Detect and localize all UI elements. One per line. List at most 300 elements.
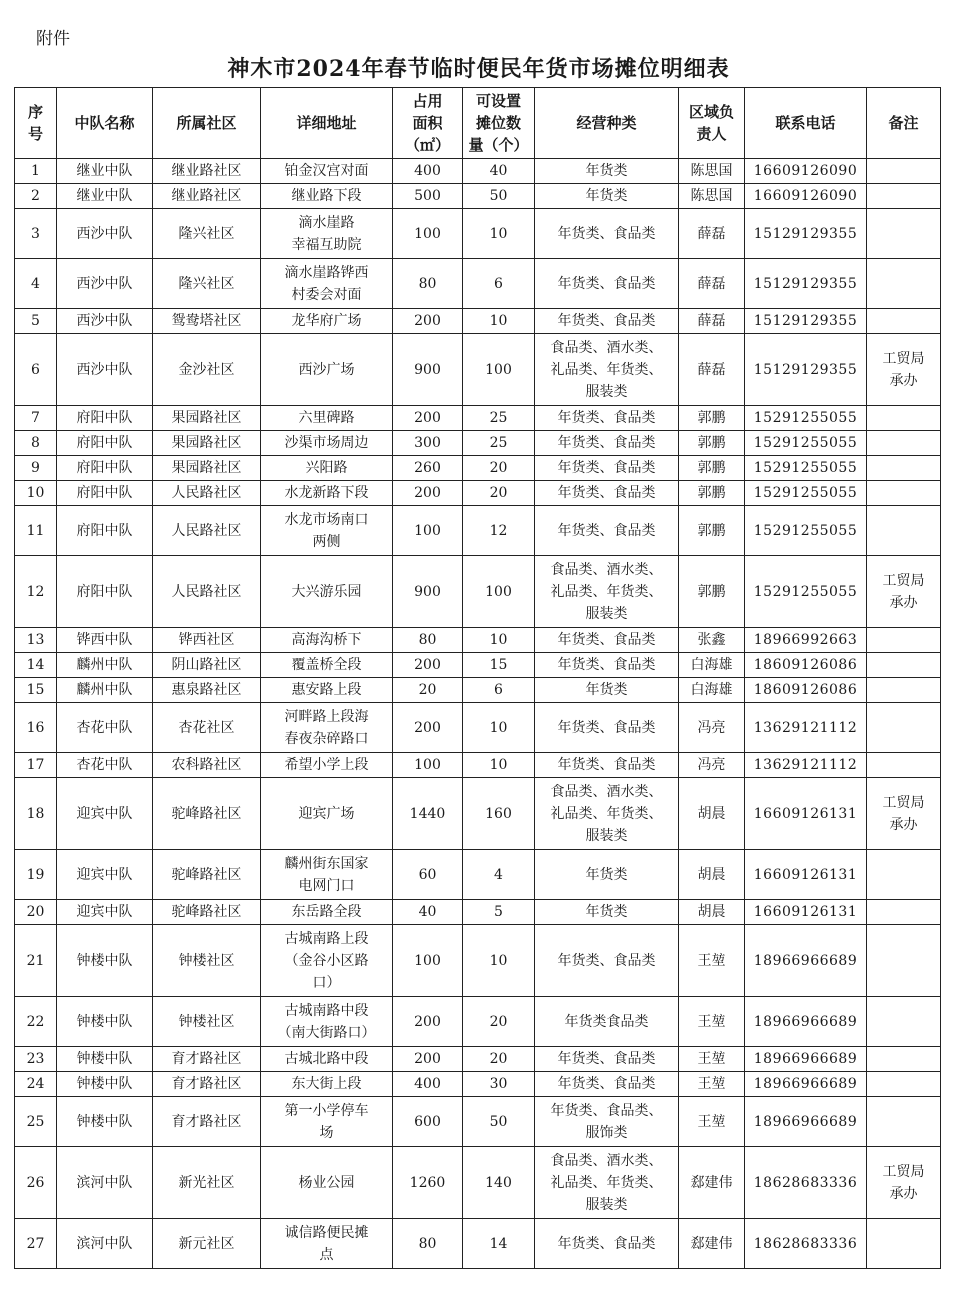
cell-phone: 15129129355: [745, 209, 867, 259]
cell-manager: 郭鹏: [679, 431, 745, 456]
cell-address: 大兴游乐园: [261, 556, 393, 628]
cell-category: 年货类、食品类: [535, 481, 679, 506]
cell-manager: 白海雄: [679, 653, 745, 678]
cell-phone: 15129129355: [745, 259, 867, 309]
col-header-phone: 联系电话: [745, 88, 867, 159]
table-row: [15, 628, 941, 653]
cell-phone: 18966966689: [745, 1097, 867, 1147]
table-row: [15, 259, 941, 309]
cell-phone: 15291255055: [745, 406, 867, 431]
cell-manager: 郄建伟: [679, 1147, 745, 1219]
cell-squad: 继业中队: [57, 159, 153, 184]
cell-index: 22: [15, 997, 57, 1047]
cell-stalls: 160: [463, 778, 535, 850]
cell-squad: 钟楼中队: [57, 997, 153, 1047]
cell-category: 年货类、食品类: [535, 925, 679, 997]
cell-community: 鸳鸯塔社区: [153, 309, 261, 334]
cell-manager: 薛磊: [679, 334, 745, 406]
cell-address: 铂金汉宫对面: [261, 159, 393, 184]
cell-phone: 18966992663: [745, 628, 867, 653]
cell-phone: 15129129355: [745, 309, 867, 334]
cell-phone: 15291255055: [745, 481, 867, 506]
cell-stalls: 10: [463, 925, 535, 997]
cell-squad: 府阳中队: [57, 506, 153, 556]
cell-phone: 15291255055: [745, 456, 867, 481]
table-row: [15, 1047, 941, 1072]
header-row: [15, 88, 941, 159]
col-header-squad: 中队名称: [57, 88, 153, 159]
cell-area: 900: [393, 334, 463, 406]
col-header-address: 详细地址: [261, 88, 393, 159]
cell-stalls: 50: [463, 184, 535, 209]
cell-address: 滴水崖路铧西 村委会对面: [261, 259, 393, 309]
cell-remark: [867, 1072, 941, 1097]
cell-address: 杨业公园: [261, 1147, 393, 1219]
cell-category: 年货类: [535, 159, 679, 184]
cell-stalls: 100: [463, 556, 535, 628]
cell-remark: [867, 703, 941, 753]
cell-address: 古城南路上段 （金谷小区路 口）: [261, 925, 393, 997]
cell-area: 40: [393, 900, 463, 925]
cell-category: 年货类、食品类: [535, 628, 679, 653]
table-row: [15, 1097, 941, 1147]
cell-remark: [867, 1219, 941, 1269]
cell-address: 高海沟桥下: [261, 628, 393, 653]
cell-community: 育才路社区: [153, 1047, 261, 1072]
cell-stalls: 25: [463, 431, 535, 456]
cell-community: 继业路社区: [153, 184, 261, 209]
cell-phone: 18628683336: [745, 1219, 867, 1269]
cell-manager: 胡晨: [679, 778, 745, 850]
cell-community: 果园路社区: [153, 431, 261, 456]
cell-squad: 府阳中队: [57, 456, 153, 481]
cell-area: 80: [393, 259, 463, 309]
cell-phone: 15291255055: [745, 431, 867, 456]
cell-community: 隆兴社区: [153, 209, 261, 259]
cell-address: 继业路下段: [261, 184, 393, 209]
cell-stalls: 140: [463, 1147, 535, 1219]
col-header-index: 序 号: [15, 88, 57, 159]
table-row: [15, 1072, 941, 1097]
cell-area: 200: [393, 997, 463, 1047]
cell-area: 100: [393, 209, 463, 259]
cell-area: 900: [393, 556, 463, 628]
stall-table: [14, 87, 941, 1269]
cell-address: 古城南路中段 （南大街路口）: [261, 997, 393, 1047]
cell-remark: [867, 259, 941, 309]
table-row: [15, 1147, 941, 1219]
cell-area: 600: [393, 1097, 463, 1147]
cell-address: 六里碑路: [261, 406, 393, 431]
cell-index: 27: [15, 1219, 57, 1269]
cell-stalls: 100: [463, 334, 535, 406]
cell-squad: 钟楼中队: [57, 925, 153, 997]
cell-index: 24: [15, 1072, 57, 1097]
cell-remark: [867, 506, 941, 556]
cell-community: 钟楼社区: [153, 925, 261, 997]
cell-squad: 继业中队: [57, 184, 153, 209]
cell-index: 10: [15, 481, 57, 506]
cell-stalls: 10: [463, 309, 535, 334]
table-row: [15, 209, 941, 259]
cell-category: 年货类: [535, 900, 679, 925]
cell-squad: 西沙中队: [57, 334, 153, 406]
cell-community: 钟楼社区: [153, 997, 261, 1047]
cell-squad: 府阳中队: [57, 431, 153, 456]
cell-category: 年货类、食品类: [535, 506, 679, 556]
cell-community: 继业路社区: [153, 159, 261, 184]
cell-squad: 迎宾中队: [57, 900, 153, 925]
cell-remark: [867, 653, 941, 678]
cell-manager: 王堃: [679, 1097, 745, 1147]
cell-category: 年货类、食品类: [535, 753, 679, 778]
cell-community: 阴山路社区: [153, 653, 261, 678]
cell-squad: 铧西中队: [57, 628, 153, 653]
col-header-remark: 备注: [867, 88, 941, 159]
table-row: [15, 925, 941, 997]
cell-index: 2: [15, 184, 57, 209]
cell-category: 年货类、食品类: [535, 431, 679, 456]
cell-remark: 工贸局 承办: [867, 556, 941, 628]
cell-squad: 滨河中队: [57, 1147, 153, 1219]
cell-address: 诚信路便民摊 点: [261, 1219, 393, 1269]
table-row: [15, 184, 941, 209]
cell-address: 水龙新路下段: [261, 481, 393, 506]
cell-community: 惠泉路社区: [153, 678, 261, 703]
cell-area: 400: [393, 159, 463, 184]
cell-index: 26: [15, 1147, 57, 1219]
cell-manager: 冯亮: [679, 753, 745, 778]
cell-phone: 13629121112: [745, 703, 867, 753]
cell-area: 100: [393, 506, 463, 556]
cell-community: 育才路社区: [153, 1097, 261, 1147]
cell-area: 200: [393, 406, 463, 431]
cell-address: 惠安路上段: [261, 678, 393, 703]
cell-remark: [867, 678, 941, 703]
cell-index: 15: [15, 678, 57, 703]
cell-manager: 郭鹏: [679, 456, 745, 481]
cell-index: 11: [15, 506, 57, 556]
cell-squad: 迎宾中队: [57, 778, 153, 850]
cell-squad: 钟楼中队: [57, 1072, 153, 1097]
cell-address: 西沙广场: [261, 334, 393, 406]
cell-index: 17: [15, 753, 57, 778]
cell-remark: [867, 925, 941, 997]
cell-community: 果园路社区: [153, 456, 261, 481]
cell-category: 年货类、食品类: [535, 703, 679, 753]
cell-area: 260: [393, 456, 463, 481]
cell-phone: 15291255055: [745, 506, 867, 556]
cell-manager: 胡晨: [679, 850, 745, 900]
cell-manager: 王堃: [679, 925, 745, 997]
cell-stalls: 20: [463, 1047, 535, 1072]
cell-stalls: 30: [463, 1072, 535, 1097]
cell-phone: 16609126131: [745, 850, 867, 900]
cell-area: 60: [393, 850, 463, 900]
cell-category: 年货类: [535, 850, 679, 900]
cell-squad: 迎宾中队: [57, 850, 153, 900]
cell-community: 金沙社区: [153, 334, 261, 406]
table-row: [15, 309, 941, 334]
table-row: [15, 456, 941, 481]
cell-community: 隆兴社区: [153, 259, 261, 309]
cell-stalls: 40: [463, 159, 535, 184]
cell-manager: 郄建伟: [679, 1219, 745, 1269]
cell-index: 20: [15, 900, 57, 925]
cell-remark: [867, 209, 941, 259]
cell-stalls: 10: [463, 628, 535, 653]
cell-remark: 工贸局 承办: [867, 334, 941, 406]
cell-squad: 钟楼中队: [57, 1047, 153, 1072]
cell-index: 8: [15, 431, 57, 456]
table-row: [15, 431, 941, 456]
cell-stalls: 20: [463, 481, 535, 506]
cell-remark: [867, 184, 941, 209]
cell-index: 19: [15, 850, 57, 900]
cell-area: 1440: [393, 778, 463, 850]
table-row: [15, 406, 941, 431]
cell-index: 21: [15, 925, 57, 997]
cell-stalls: 5: [463, 900, 535, 925]
cell-stalls: 6: [463, 678, 535, 703]
cell-manager: 薛磊: [679, 209, 745, 259]
cell-community: 新光社区: [153, 1147, 261, 1219]
cell-squad: 府阳中队: [57, 406, 153, 431]
cell-squad: 西沙中队: [57, 259, 153, 309]
cell-address: 东大街上段: [261, 1072, 393, 1097]
cell-remark: [867, 159, 941, 184]
cell-phone: 16609126090: [745, 184, 867, 209]
cell-squad: 滨河中队: [57, 1219, 153, 1269]
col-header-category: 经营种类: [535, 88, 679, 159]
cell-phone: 16609126090: [745, 159, 867, 184]
cell-category: 年货类、食品类: [535, 259, 679, 309]
cell-index: 23: [15, 1047, 57, 1072]
col-header-stalls: 可设置 摊位数 量（个）: [463, 88, 535, 159]
cell-manager: 陈思国: [679, 184, 745, 209]
cell-remark: [867, 753, 941, 778]
table-row: [15, 997, 941, 1047]
col-header-area: 占用 面积 （㎡）: [393, 88, 463, 159]
cell-area: 200: [393, 481, 463, 506]
cell-stalls: 10: [463, 753, 535, 778]
cell-remark: [867, 1097, 941, 1147]
table-row: [15, 334, 941, 406]
cell-phone: 16609126131: [745, 900, 867, 925]
cell-area: 200: [393, 309, 463, 334]
cell-stalls: 50: [463, 1097, 535, 1147]
cell-address: 希望小学上段: [261, 753, 393, 778]
cell-phone: 18966966689: [745, 1047, 867, 1072]
cell-remark: 工贸局 承办: [867, 1147, 941, 1219]
cell-area: 80: [393, 628, 463, 653]
cell-stalls: 25: [463, 406, 535, 431]
table-row: [15, 850, 941, 900]
cell-category: 年货类、食品类: [535, 1072, 679, 1097]
cell-address: 麟州街东国家 电网门口: [261, 850, 393, 900]
cell-area: 1260: [393, 1147, 463, 1219]
table-row: [15, 753, 941, 778]
cell-category: 年货类、食品类: [535, 209, 679, 259]
cell-stalls: 20: [463, 456, 535, 481]
cell-category: 年货类、食品类: [535, 653, 679, 678]
col-header-manager: 区域负 责人: [679, 88, 745, 159]
cell-area: 80: [393, 1219, 463, 1269]
cell-index: 3: [15, 209, 57, 259]
cell-stalls: 10: [463, 209, 535, 259]
cell-remark: [867, 309, 941, 334]
attachment-label: 附件: [36, 29, 70, 49]
cell-community: 人民路社区: [153, 506, 261, 556]
cell-remark: [867, 1047, 941, 1072]
cell-index: 7: [15, 406, 57, 431]
cell-category: 年货类、食品类: [535, 406, 679, 431]
cell-index: 6: [15, 334, 57, 406]
cell-index: 18: [15, 778, 57, 850]
cell-category: 食品类、酒水类、 礼品类、年货类、 服装类: [535, 556, 679, 628]
cell-category: 年货类: [535, 678, 679, 703]
cell-remark: [867, 850, 941, 900]
cell-area: 200: [393, 653, 463, 678]
cell-address: 东岳路全段: [261, 900, 393, 925]
cell-index: 13: [15, 628, 57, 653]
cell-community: 育才路社区: [153, 1072, 261, 1097]
cell-phone: 18609126086: [745, 653, 867, 678]
cell-phone: 13629121112: [745, 753, 867, 778]
cell-stalls: 20: [463, 997, 535, 1047]
cell-index: 1: [15, 159, 57, 184]
cell-manager: 陈思国: [679, 159, 745, 184]
cell-remark: [867, 431, 941, 456]
table-row: [15, 678, 941, 703]
cell-squad: 麟州中队: [57, 678, 153, 703]
cell-manager: 薛磊: [679, 309, 745, 334]
table-row: [15, 1219, 941, 1269]
document-title: 神木市2024年春节临时便民年货市场摊位明细表: [227, 56, 730, 82]
cell-category: 年货类、食品类: [535, 456, 679, 481]
cell-remark: [867, 900, 941, 925]
cell-squad: 杏花中队: [57, 703, 153, 753]
cell-remark: 工贸局 承办: [867, 778, 941, 850]
cell-community: 驼峰路社区: [153, 850, 261, 900]
cell-address: 古城北路中段: [261, 1047, 393, 1072]
cell-stalls: 10: [463, 703, 535, 753]
cell-stalls: 4: [463, 850, 535, 900]
cell-address: 第一小学停车 场: [261, 1097, 393, 1147]
cell-address: 滴水崖路 幸福互助院: [261, 209, 393, 259]
cell-squad: 麟州中队: [57, 653, 153, 678]
cell-squad: 府阳中队: [57, 556, 153, 628]
cell-remark: [867, 628, 941, 653]
cell-community: 驼峰路社区: [153, 900, 261, 925]
cell-community: 农科路社区: [153, 753, 261, 778]
cell-address: 覆盖桥全段: [261, 653, 393, 678]
table-row: [15, 159, 941, 184]
cell-squad: 府阳中队: [57, 481, 153, 506]
cell-index: 25: [15, 1097, 57, 1147]
cell-manager: 白海雄: [679, 678, 745, 703]
cell-category: 年货类、食品类: [535, 309, 679, 334]
cell-remark: [867, 481, 941, 506]
cell-index: 12: [15, 556, 57, 628]
cell-phone: 18966966689: [745, 997, 867, 1047]
table-row: [15, 900, 941, 925]
cell-index: 9: [15, 456, 57, 481]
cell-manager: 张鑫: [679, 628, 745, 653]
cell-manager: 王堃: [679, 1047, 745, 1072]
cell-manager: 王堃: [679, 997, 745, 1047]
cell-category: 食品类、酒水类、 礼品类、年货类、 服装类: [535, 334, 679, 406]
cell-phone: 15129129355: [745, 334, 867, 406]
cell-address: 河畔路上段海 春夜杂碎路口: [261, 703, 393, 753]
cell-area: 100: [393, 925, 463, 997]
cell-stalls: 15: [463, 653, 535, 678]
cell-manager: 胡晨: [679, 900, 745, 925]
cell-area: 200: [393, 703, 463, 753]
cell-category: 年货类、食品类: [535, 1047, 679, 1072]
cell-address: 龙华府广场: [261, 309, 393, 334]
cell-phone: 15291255055: [745, 556, 867, 628]
cell-index: 4: [15, 259, 57, 309]
cell-phone: 18628683336: [745, 1147, 867, 1219]
cell-index: 16: [15, 703, 57, 753]
cell-manager: 郭鹏: [679, 481, 745, 506]
cell-category: 年货类: [535, 184, 679, 209]
cell-stalls: 14: [463, 1219, 535, 1269]
cell-manager: 郭鹏: [679, 406, 745, 431]
cell-community: 果园路社区: [153, 406, 261, 431]
cell-community: 驼峰路社区: [153, 778, 261, 850]
cell-area: 500: [393, 184, 463, 209]
cell-manager: 郭鹏: [679, 556, 745, 628]
cell-manager: 冯亮: [679, 703, 745, 753]
cell-area: 400: [393, 1072, 463, 1097]
cell-category: 年货类、食品类: [535, 1219, 679, 1269]
cell-area: 100: [393, 753, 463, 778]
cell-category: 食品类、酒水类、 礼品类、年货类、 服装类: [535, 778, 679, 850]
cell-remark: [867, 997, 941, 1047]
cell-index: 5: [15, 309, 57, 334]
cell-remark: [867, 406, 941, 431]
cell-stalls: 12: [463, 506, 535, 556]
cell-community: 新元社区: [153, 1219, 261, 1269]
cell-category: 年货类食品类: [535, 997, 679, 1047]
cell-phone: 16609126131: [745, 778, 867, 850]
cell-community: 人民路社区: [153, 556, 261, 628]
cell-squad: 西沙中队: [57, 309, 153, 334]
cell-area: 200: [393, 1047, 463, 1072]
cell-squad: 钟楼中队: [57, 1097, 153, 1147]
cell-phone: 18966966689: [745, 925, 867, 997]
cell-address: 沙渠市场周边: [261, 431, 393, 456]
cell-phone: 18609126086: [745, 678, 867, 703]
cell-squad: 西沙中队: [57, 209, 153, 259]
cell-community: 人民路社区: [153, 481, 261, 506]
cell-address: 迎宾广场: [261, 778, 393, 850]
cell-address: 兴阳路: [261, 456, 393, 481]
table-row: [15, 556, 941, 628]
cell-address: 水龙市场南口 两侧: [261, 506, 393, 556]
table-row: [15, 481, 941, 506]
table-row: [15, 653, 941, 678]
table-row: [15, 778, 941, 850]
table-row: [15, 703, 941, 753]
cell-area: 20: [393, 678, 463, 703]
cell-community: 杏花社区: [153, 703, 261, 753]
cell-manager: 郭鹏: [679, 506, 745, 556]
cell-manager: 王堃: [679, 1072, 745, 1097]
cell-squad: 杏花中队: [57, 753, 153, 778]
